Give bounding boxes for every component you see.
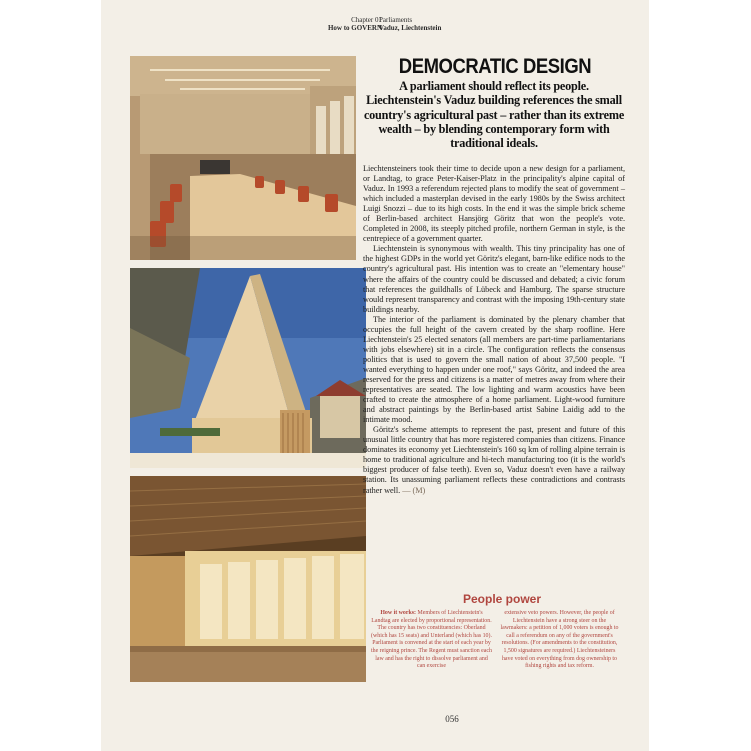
sidebar-title: People power (463, 592, 542, 606)
body-paragraph-text: Göritz's scheme attempts to represent the past, present and future of this unusual little country that has more registered companies than citizens. Finance dominates its economy yet Liechtenstein's 160 sq km of rolling alpine terrain is home to traditional agriculture and hi-tech manufacturing too (it is the world's biggest producer of false teeth). Even so, Vaduz doesn't even have a railway station. Its unassuming parliament reflects these contradictions and contrasts rather well. (363, 425, 625, 495)
body-paragraph: Liechtenstein is synonymous with wealth. This tiny principality has one of the highest GDPs in the world yet Göritz's elegant, barn-like edifice nods to the country's agricultural past. His intention was to create an "elementary house" where the affairs of the country could be discussed and debated; a civic forum that references the guildhalls of Lübeck and Hamburg. The sparse structure would represent transparency and contrast with the imposing 19th-century state buildings nearby. (363, 244, 625, 314)
chapter-label: Chapter 01 (351, 16, 382, 24)
photo-parliament-exterior (130, 268, 366, 468)
location-label: Vaduz, Liechtenstein (379, 24, 442, 32)
page-number: 056 (445, 714, 459, 724)
sidebar-column-1 (371, 610, 492, 671)
sidebar-lead: How it works: (380, 610, 416, 616)
topic-label: Parliaments (379, 16, 413, 24)
article-body (363, 164, 625, 496)
chapter-header (301, 16, 382, 32)
body-paragraph: The interior of the parliament is dominated by the plenary chamber that occupies the full height of the cavern created by the sharp roofline. Here Liechtenstein's 25 elected senators (all members are part-time parliamentarians with jobs elsewhere) sit in a circle. The configuration reflects the consensus politics that is used to govern the small nation of about 37,500 people. "I wanted everything to happen under one roof," says Göritz, and indeed the area reserved for the press and citizens is a matter of metres away from where their representatives are seated. The low lighting and warm acoustics have been crafted to create the atmosphere of a home parliament. Light-wood furniture and abstract paintings by the Berlin-based artist Sabine Laidig add to the intimate mood. (363, 314, 625, 425)
section-label: How to GOVERN (327, 24, 382, 32)
body-paragraph (363, 425, 625, 495)
author-signature: — (M) (402, 485, 426, 495)
photo-plenary-chamber (130, 56, 356, 260)
sidebar-col1-text: Members of Liechtenstein's Landtag are elected by proportional representation. The country has two constituencies: Oberland (which has 15 seats) and Unterland (which has 10). Parliament is convened at the start of each year by the reigning prince. The Regent must sanction each law and has the right to dissolve parliament and can exercise (371, 610, 492, 670)
photo-parliament-foyer (130, 476, 366, 682)
sidebar-column-2: extensive veto powers. However, the people of Liechtenstein have a strong steer on the lawmakers: a petition of 1,000 voters is enough to call a referendum on any of the government's resolutions. (For amendments to the constitution, 1,500 signatures are required.) Liechtensteiners have voted on everything from dog ownership to fishing rights and tax reform. (500, 610, 619, 670)
article-title: DEMOCRATIC DESIGN (398, 55, 592, 78)
magazine-page (101, 0, 649, 751)
body-paragraph: Liechtensteiners took their time to decide upon a new design for a parliament, or Landtag, to grace Peter-Kaiser-Platz in the principality's alpine capital of Vaduz. In 1993 a referendum rejected plans to modify the seat of government – which included a masterplan devised in the early 1980s by the Swiss architect Luigi Snozzi – due to its high costs. In the end it was the simple brick scheme of Berlin-based architect Hansjörg Göritz that won the people's vote. Completed in 2008, its steeply pitched profile, northern German in style, is the centrepiece of a government quarter. (363, 164, 625, 244)
topic-header (379, 16, 441, 32)
article-standfirst: A parliament should reflect its people. Liechtenstein's Vaduz building references the small country's agricultural past – rather than its extreme wealth – by blending contemporary form with traditional ideals. (363, 79, 625, 151)
